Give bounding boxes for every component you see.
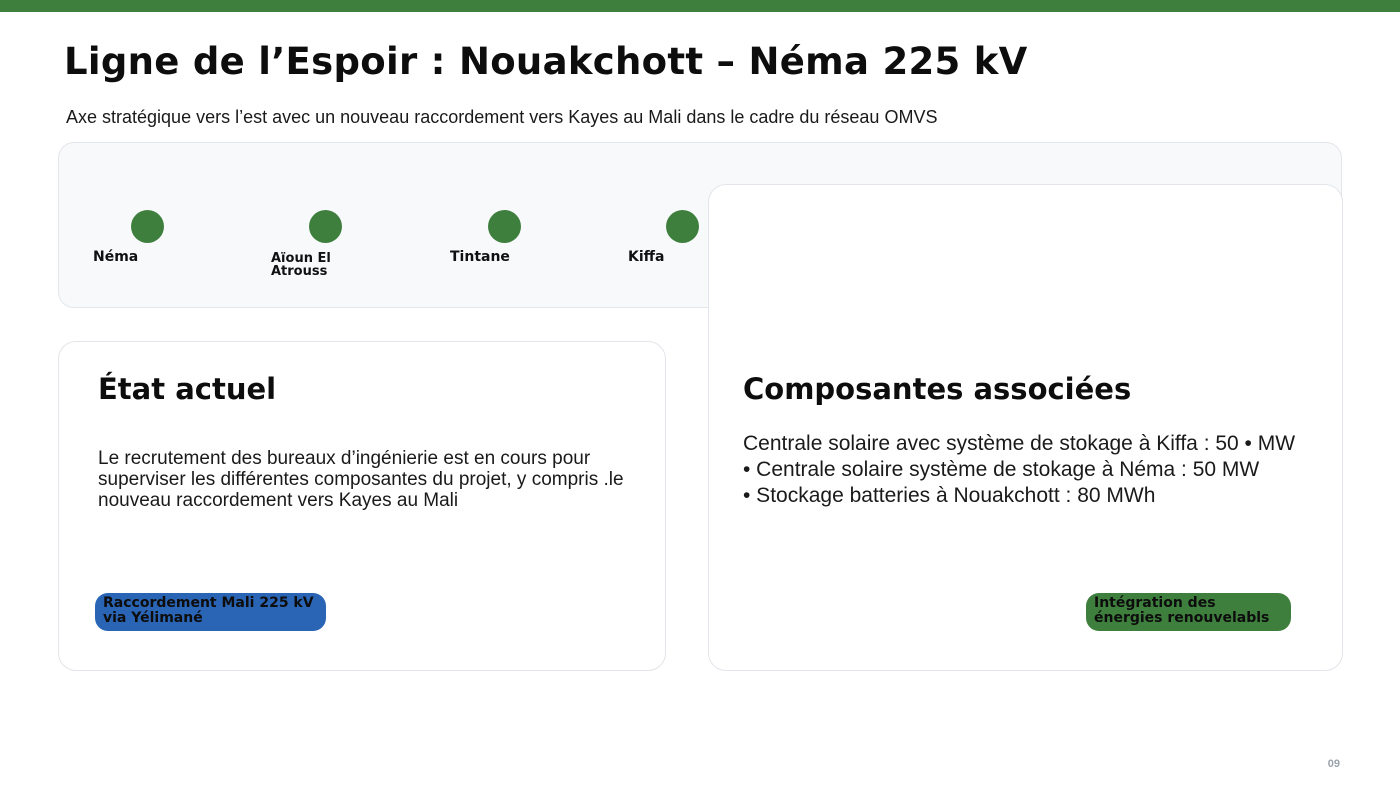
station-label: Néma (93, 249, 139, 265)
components-card (708, 184, 1343, 671)
current-status-text: Le recrutement des bureaux d’ingénierie est en cours pour superviser les différentes composantes du projet, y compris .le nouveau raccordement vers Kayes au Mali (98, 448, 624, 511)
renewables-tag: Intégration des énergies renouvelabls (1086, 593, 1291, 631)
page-number: 09 (1327, 758, 1340, 770)
station-label: Aïoun El Atrouss (271, 251, 331, 279)
component-item: Centrale solaire avec système de stokage à Kiffa : 50 • MW (743, 432, 1296, 455)
current-status-title: État actuel (98, 372, 277, 406)
mali-connection-tag: Raccordement Mali 225 kV via Yélimané (95, 593, 326, 631)
top-accent-bar (0, 0, 1400, 12)
component-item: • Stockage batteries à Nouakchott : 80 MWh (743, 484, 1156, 507)
slide-subtitle: Axe stratégique vers l’est avec un nouveau raccordement vers Kayes au Mali dans le cadre du réseau OMVS (66, 107, 938, 127)
station-dot (666, 210, 699, 243)
components-title: Composantes associées (743, 372, 1132, 406)
station-label: Kiffa (628, 249, 665, 265)
component-item: • Centrale solaire système de stokage à Néma : 50 MW (743, 458, 1260, 481)
slide-title: Ligne de l’Espoir : Nouakchott – Néma 225 kV (64, 40, 1028, 83)
station-label: Tintane (450, 249, 510, 265)
current-status-card (58, 341, 666, 671)
station-dot (309, 210, 342, 243)
components-list (743, 431, 1313, 509)
station-dot (131, 210, 164, 243)
station-dot (488, 210, 521, 243)
